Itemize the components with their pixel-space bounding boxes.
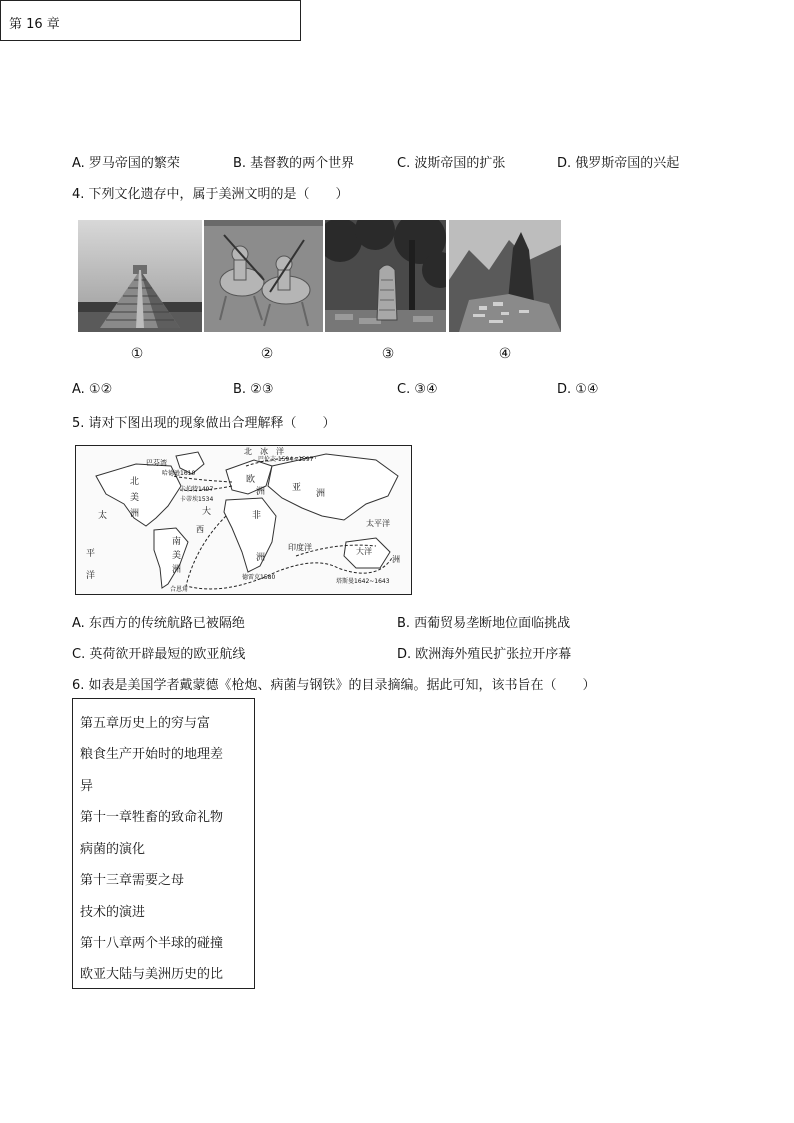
map-label-oceania-1: 大洋 [356, 547, 372, 556]
map-label-route8: 合恩角 [170, 586, 189, 593]
map-label-indian: 印度洋 [288, 543, 312, 552]
photo-machu-picchu [449, 220, 561, 332]
q3-option-c[interactable]: C. 波斯帝国的扩张 [397, 156, 506, 171]
q4-option-d[interactable]: D. ①④ [557, 382, 599, 397]
map-label-arctic: 北 冰 洋 [244, 447, 284, 456]
q5-option-a[interactable]: A. 东西方的传统航路已被隔绝 [72, 616, 245, 631]
map-label-route3: 卡伯特1497 [180, 486, 214, 493]
map-label-sa-1: 南 [172, 537, 182, 547]
q5-option-c[interactable]: C. 英荷欲开辟最短的欧亚航线 [72, 647, 246, 662]
toc-line: 第十八章两个半球的碰撞 [80, 936, 224, 951]
q5-option-b[interactable]: B. 西葡贸易垄断地位面临挑战 [397, 616, 571, 631]
map-label-sa-3: 洲 [172, 565, 182, 575]
map-label-africa-1: 非 [252, 511, 262, 521]
map-label-atlantic: 大 [202, 507, 212, 517]
exploration-map [75, 445, 412, 595]
map-label-asia-1: 亚 [292, 483, 302, 493]
map-label-na-3: 洲 [130, 509, 140, 519]
toc-line: 粮食生产开始时的地理差 [80, 747, 224, 762]
caption-2: ② [260, 346, 274, 362]
q4-option-b[interactable]: B. ②③ [233, 382, 274, 397]
map-label-eu-2: 洲 [256, 487, 266, 497]
q6-question: 6. 如表是美国学者戴蒙德《枪炮、病菌与钢铁》的目录摘编。据此可知，该书旨在（ ） [72, 678, 596, 693]
q4-option-a[interactable]: A. ①② [72, 382, 113, 397]
toc-line: 欧亚大陆与美洲历史的比 [80, 967, 224, 982]
toc-line: 异 [80, 779, 94, 794]
map-label-africa-2: 洲 [256, 553, 266, 563]
map-label-route4: 卡蒂埃1534 [180, 496, 214, 503]
map-label-na-1: 北 [130, 477, 140, 487]
q5-options-row2 [72, 643, 712, 663]
toc-line: 第十三章需要之母 [80, 873, 185, 888]
map-label-route7: 德雷克1580 [242, 574, 276, 581]
photo-stele [325, 220, 446, 332]
map-label-west: 西 [196, 525, 204, 534]
toc-line: 技术的演进 [80, 905, 146, 920]
map-label-oceania-2: 洲 [392, 555, 400, 564]
map-label-route2: 哈德逊1610 [162, 470, 196, 477]
chapter-title: 第 16 章 [9, 17, 60, 32]
q3-options [72, 152, 712, 172]
q5-options-row1 [72, 612, 712, 632]
q5-option-d[interactable]: D. 欧洲海外殖民扩张拉开序幕 [397, 647, 572, 662]
map-label-pacific: 太平洋 [366, 519, 390, 528]
photo-relief [204, 220, 323, 332]
map-label-sa-2: 美 [172, 551, 182, 561]
toc-line: 第十一章牲畜的致命礼物 [80, 810, 224, 825]
caption-4: ④ [498, 346, 512, 362]
map-label-route5: 巴伦支 1594~1597 [258, 456, 314, 463]
caption-3: ③ [381, 346, 395, 362]
toc-line: 病菌的演化 [80, 842, 146, 857]
map-label-asia-2: 洲 [316, 489, 326, 499]
map-label-pacific-l1: 太 [98, 511, 108, 521]
photo-pyramid [78, 220, 202, 332]
toc-line: 第五章历史上的穷与富 [80, 716, 211, 731]
map-label-route6: 塔斯曼1642~1643 [336, 578, 390, 585]
q4-options [72, 382, 712, 402]
chapter-box [0, 0, 301, 41]
map-label-pacific-l3: 洋 [86, 571, 96, 581]
map-label-na-2: 美 [130, 493, 140, 503]
q4-option-c[interactable]: C. ③④ [397, 382, 438, 397]
caption-1: ① [130, 346, 144, 362]
q3-option-a[interactable]: A. 罗马帝国的繁荣 [72, 156, 180, 171]
q3-option-d[interactable]: D. 俄罗斯帝国的兴起 [557, 156, 680, 171]
map-label-route1: 巴芬湾 [146, 459, 167, 467]
table-of-contents [72, 698, 255, 989]
q4-question: 4. 下列文化遗存中，属于美洲文明的是（ ） [72, 187, 349, 202]
map-label-pacific-l2: 平 [86, 549, 96, 559]
map-label-eu-1: 欧 [246, 475, 256, 485]
q3-option-b[interactable]: B. 基督教的两个世界 [233, 156, 355, 171]
q5-question: 5. 请对下图出现的现象做出合理解释（ ） [72, 416, 336, 431]
